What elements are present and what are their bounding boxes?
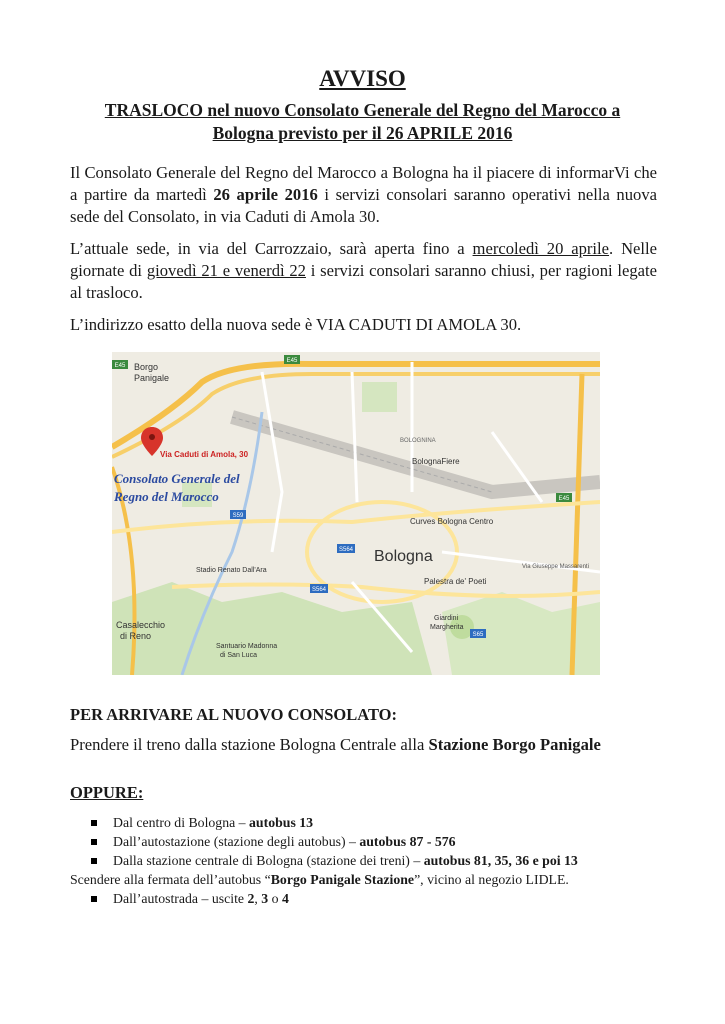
item-text: Dall’autostrada – uscite: [113, 891, 248, 906]
bullet-icon: [91, 839, 97, 845]
road-badge-e45: [284, 355, 300, 364]
label-bolognina: BOLOGNINA: [400, 438, 436, 444]
label-san-luca: di San Luca: [220, 652, 257, 659]
svg-text:S564: S564: [338, 547, 354, 553]
label-casalecchio: Casalecchio: [116, 620, 166, 630]
closed-days: giovedì 21 e venerdì 22: [146, 261, 306, 280]
label-margherita: Margherita: [430, 624, 464, 631]
paragraph-intro-text-2: i servizi consolari saranno operativi nella nuova sede del Consolato, in via Caduti di Amola 30.: [70, 185, 657, 226]
road-badge-e45-east: [556, 493, 572, 502]
svg-text:S65: S65: [472, 632, 484, 638]
road-badge-s564: [337, 544, 355, 553]
exit-number: 2: [247, 891, 255, 906]
paragraph-current-text-1: L’attuale sede, in via del Carrozzaio, sarà aperta fino a: [70, 239, 473, 258]
bullet-icon: [91, 858, 97, 864]
exit-number: 4: [282, 891, 289, 906]
svg-text:E45: E45: [558, 496, 570, 502]
bullet-icon: [91, 820, 97, 826]
paragraph-current-office: [70, 238, 657, 304]
label-stadio: Stadio Renato Dall'Ara: [196, 567, 267, 574]
item-separator: ,: [254, 891, 262, 906]
road-badge-e45-west: [112, 360, 128, 369]
road-badge-s564-south: [310, 584, 328, 593]
notice-title: AVVISO: [319, 66, 406, 91]
pin-label: Via Caduti di Amola, 30: [160, 450, 249, 459]
label-palestra: Palestra de' Poeti: [424, 577, 487, 586]
road-badge-s59: [230, 510, 246, 519]
label-giardini: Giardini: [434, 615, 459, 622]
item-separator: o: [268, 891, 282, 906]
paragraph-address: L’indirizzo esatto della nuova sede è VIA CADUTI DI AMOLA 30.: [70, 315, 522, 334]
bus-stop-name: Borgo Panigale Stazione: [270, 872, 415, 887]
location-map: [112, 352, 600, 675]
bullet-icon: [91, 896, 97, 902]
section-heading-alternatives: OPPURE:: [70, 783, 144, 802]
exit-number: 3: [261, 891, 269, 906]
section-heading-directions: PER ARRIVARE AL NUOVO CONSOLATO:: [70, 705, 397, 724]
consulate-map-label-1: Consolato Generale del: [114, 471, 240, 486]
label-santuario: Santuario Madonna: [216, 643, 278, 650]
svg-text:E45: E45: [114, 363, 126, 369]
item-bold: autobus 87 - 576: [359, 834, 456, 849]
paragraph-intro: [70, 162, 657, 228]
svg-text:S59: S59: [232, 513, 244, 519]
paragraph-current-text-2: . Nelle giornate di: [70, 239, 657, 280]
list-item: [113, 815, 313, 831]
svg-text:S564: S564: [311, 587, 327, 593]
subtitle-line-1: TRASLOCO nel nuovo Consolato Generale del Regno del Marocco a: [104, 100, 621, 120]
paragraph-intro-text-1: Il Consolato Generale del Regno del Marocco a Bologna ha il piacere di informarVi che a partire da martedì: [70, 163, 657, 204]
bus-stop-text-1: Scendere alla fermata dell’autobus “: [70, 872, 271, 887]
item-text: Dalla stazione centrale di Bologna (stazione dei treni) –: [113, 853, 424, 868]
label-curves: Curves Bologna Centro: [410, 517, 494, 526]
green-patch-north: [362, 382, 397, 412]
item-bold: autobus 81, 35, 36 e poi 13: [423, 853, 578, 868]
item-text: Dall’autostazione (stazione degli autobus) –: [113, 834, 360, 849]
list-item: [113, 853, 578, 869]
move-date: 26 aprile 2016: [213, 185, 318, 204]
road-badge-s65: [470, 629, 486, 638]
consulate-map-label-2: Regno del Marocco: [114, 489, 219, 504]
label-via-massarenti: Via Giuseppe Massarenti: [522, 564, 589, 570]
svg-text:E45: E45: [286, 358, 298, 364]
label-bologna-fiere: BolognaFiere: [412, 457, 460, 466]
label-city-bologna: Bologna: [374, 548, 433, 565]
train-station: Stazione Borgo Panigale: [428, 735, 601, 754]
train-instructions: [70, 735, 601, 755]
label-di-reno: di Reno: [120, 631, 152, 641]
subtitle-line-2: Bologna previsto per il 26 APRILE 2016: [212, 123, 513, 143]
label-panigale: Panigale: [134, 373, 170, 383]
train-text: Prendere il treno dalla stazione Bologna Centrale alla: [70, 735, 429, 754]
last-open-day: mercoledì 20 aprile: [472, 239, 610, 258]
notice-subtitle: [70, 99, 655, 145]
item-bold: autobus 13: [249, 815, 314, 830]
list-item: [113, 891, 289, 907]
list-item: [113, 834, 456, 850]
bus-stop-text-2: ”, vicino al negozio LIDLE.: [414, 872, 569, 887]
item-text: Dal centro di Bologna –: [113, 815, 250, 830]
paragraph-current-text-3: i servizi consolari saranno chiusi, per ragioni legate al trasloco.: [70, 261, 657, 302]
bus-stop-note: [70, 872, 569, 888]
label-borgo: Borgo: [134, 362, 159, 372]
